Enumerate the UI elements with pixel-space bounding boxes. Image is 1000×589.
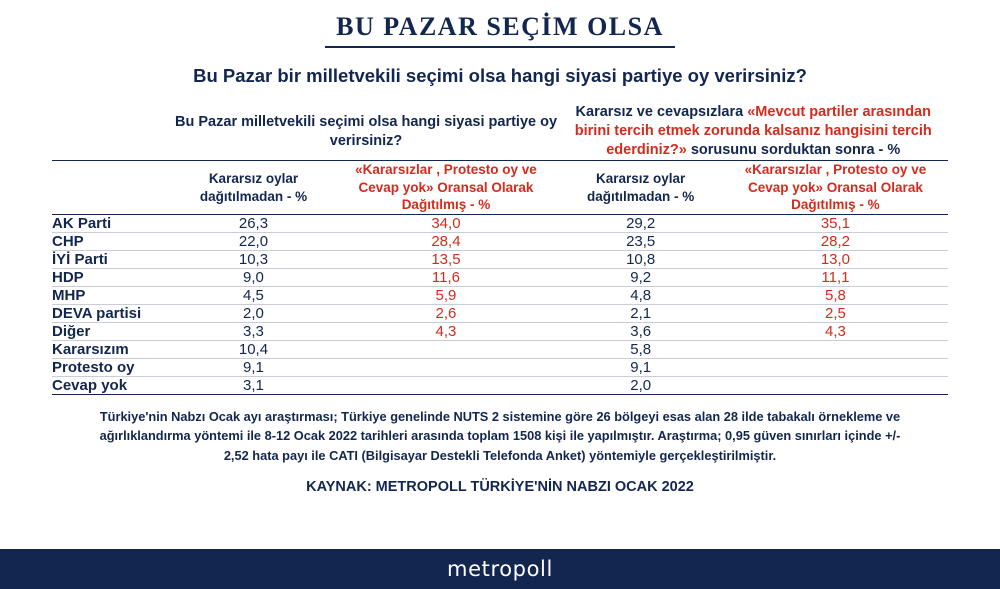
row-party-label: Diğer	[52, 323, 174, 341]
row-value-c2: 5,9	[333, 287, 558, 305]
row-value-c3: 9,2	[559, 269, 723, 287]
group-header-forced	[559, 103, 948, 161]
title-underline	[325, 46, 675, 48]
row-value-c4: 28,2	[723, 233, 948, 251]
group-header-forced-highlight: «Mevcut partiler arasından birini tercih etmek zorunda kalsanız hangisini tercih ederdiniz?»	[574, 104, 932, 159]
table-row	[52, 251, 948, 269]
row-value-c1: 10,3	[174, 251, 334, 269]
row-value-c3: 10,8	[559, 251, 723, 269]
row-party-label: MHP	[52, 287, 174, 305]
table-row	[52, 323, 948, 341]
row-party-label: Cevap yok	[52, 377, 174, 395]
table-row	[52, 341, 948, 359]
row-value-c3: 29,2	[559, 215, 723, 233]
row-value-c4: 2,5	[723, 305, 948, 323]
row-party-label: Kararsızım	[52, 341, 174, 359]
table-column-header-row	[52, 161, 948, 214]
row-value-c2: 13,5	[333, 251, 558, 269]
group-header-raw-text: Bu Pazar milletvekili seçimi olsa hangi siyasi partiye oy verirsiniz?	[175, 113, 558, 149]
row-value-c4: 5,8	[723, 287, 948, 305]
page-title-text: BU PAZAR SEÇİM OLSA	[336, 12, 664, 41]
row-value-c4: 13,0	[723, 251, 948, 269]
column-header-c2: «Kararsızlar , Protesto oy ve Cevap yok» Oransal Olarak Dağıtılmış - %	[355, 162, 537, 213]
row-party-label: HDP	[52, 269, 174, 287]
row-value-c2	[333, 341, 558, 359]
row-value-c1: 22,0	[174, 233, 334, 251]
footer-bar	[0, 549, 1000, 589]
row-value-c2: 2,6	[333, 305, 558, 323]
row-value-c4	[723, 341, 948, 359]
row-value-c3: 3,6	[559, 323, 723, 341]
row-party-label: AK Parti	[52, 215, 174, 233]
row-party-label: DEVA partisi	[52, 305, 174, 323]
row-value-c4	[723, 377, 948, 395]
row-party-label: Protesto oy	[52, 359, 174, 377]
table-row	[52, 305, 948, 323]
table-row	[52, 359, 948, 377]
row-value-c1: 9,1	[174, 359, 334, 377]
table-row	[52, 233, 948, 251]
source-line: KAYNAK: METROPOLL TÜRKİYE'NİN NABZI OCAK 2022	[306, 479, 694, 496]
group-header-forced-part1: Kararsız ve cevapsızlara	[575, 104, 748, 120]
row-party-label: CHP	[52, 233, 174, 251]
column-header-c1: Kararsız oylar dağıtılmadan - %	[199, 171, 308, 204]
methodology-note: Türkiye'nin Nabzı Ocak ayı araştırması; Türkiye genelinde NUTS 2 sistemine göre 26 bölgeyi esas alan 28 ilde tabakalı örnekleme ve ağırlıklandırma yöntemi ile 8-12 Ocak 2022 tarihleri arasında toplam 1508 kişi ile yapılmıştır. Araştırma; 0,95 güven sınırları içinde +/- 2,52 hata payı ile CATI (Bilgisayar Destekli Telefonda Anket) yöntemiyle gerçekleştirilmiştir.	[99, 409, 901, 463]
page-subtitle: Bu Pazar bir milletvekili seçimi olsa hangi siyasi partiye oy verirsiniz?	[193, 65, 807, 86]
row-value-c1: 26,3	[174, 215, 334, 233]
row-value-c1: 3,3	[174, 323, 334, 341]
row-value-c2: 28,4	[333, 233, 558, 251]
table-row	[52, 269, 948, 287]
row-value-c3: 2,0	[559, 377, 723, 395]
group-header-forced-part2: sorusunu sorduktan sonra - %	[686, 142, 901, 159]
table-row	[52, 287, 948, 305]
column-header-c4: «Kararsızlar , Protesto oy ve Cevap yok» Oransal Olarak Dağıtılmış - %	[744, 162, 927, 213]
row-value-c3: 4,8	[559, 287, 723, 305]
row-value-c4: 11,1	[723, 269, 948, 287]
row-party-label: İYİ Parti	[52, 251, 174, 269]
row-value-c4	[723, 359, 948, 377]
metropoll-logo: metropoll	[447, 557, 553, 581]
row-value-c1: 9,0	[174, 269, 334, 287]
row-value-c2: 34,0	[333, 215, 558, 233]
table-row	[52, 377, 948, 395]
row-value-c2	[333, 377, 558, 395]
row-value-c2: 4,3	[333, 323, 558, 341]
group-header-raw	[174, 103, 559, 161]
table-group-header-row	[52, 103, 948, 161]
poll-table	[52, 103, 948, 395]
group-header-spacer	[52, 103, 174, 161]
page-title	[0, 0, 1000, 48]
row-value-c1: 4,5	[174, 287, 334, 305]
row-value-c1: 2,0	[174, 305, 334, 323]
row-value-c3: 23,5	[559, 233, 723, 251]
column-header-party	[52, 161, 174, 214]
table-row	[52, 215, 948, 233]
row-value-c2: 11,6	[333, 269, 558, 287]
row-value-c3: 2,1	[559, 305, 723, 323]
row-value-c1: 3,1	[174, 377, 334, 395]
row-value-c4: 4,3	[723, 323, 948, 341]
row-value-c4: 35,1	[723, 215, 948, 233]
column-header-c3: Kararsız oylar dağıtılmadan - %	[587, 171, 695, 204]
row-value-c3: 5,8	[559, 341, 723, 359]
row-value-c2	[333, 359, 558, 377]
row-value-c1: 10,4	[174, 341, 334, 359]
row-value-c3: 9,1	[559, 359, 723, 377]
